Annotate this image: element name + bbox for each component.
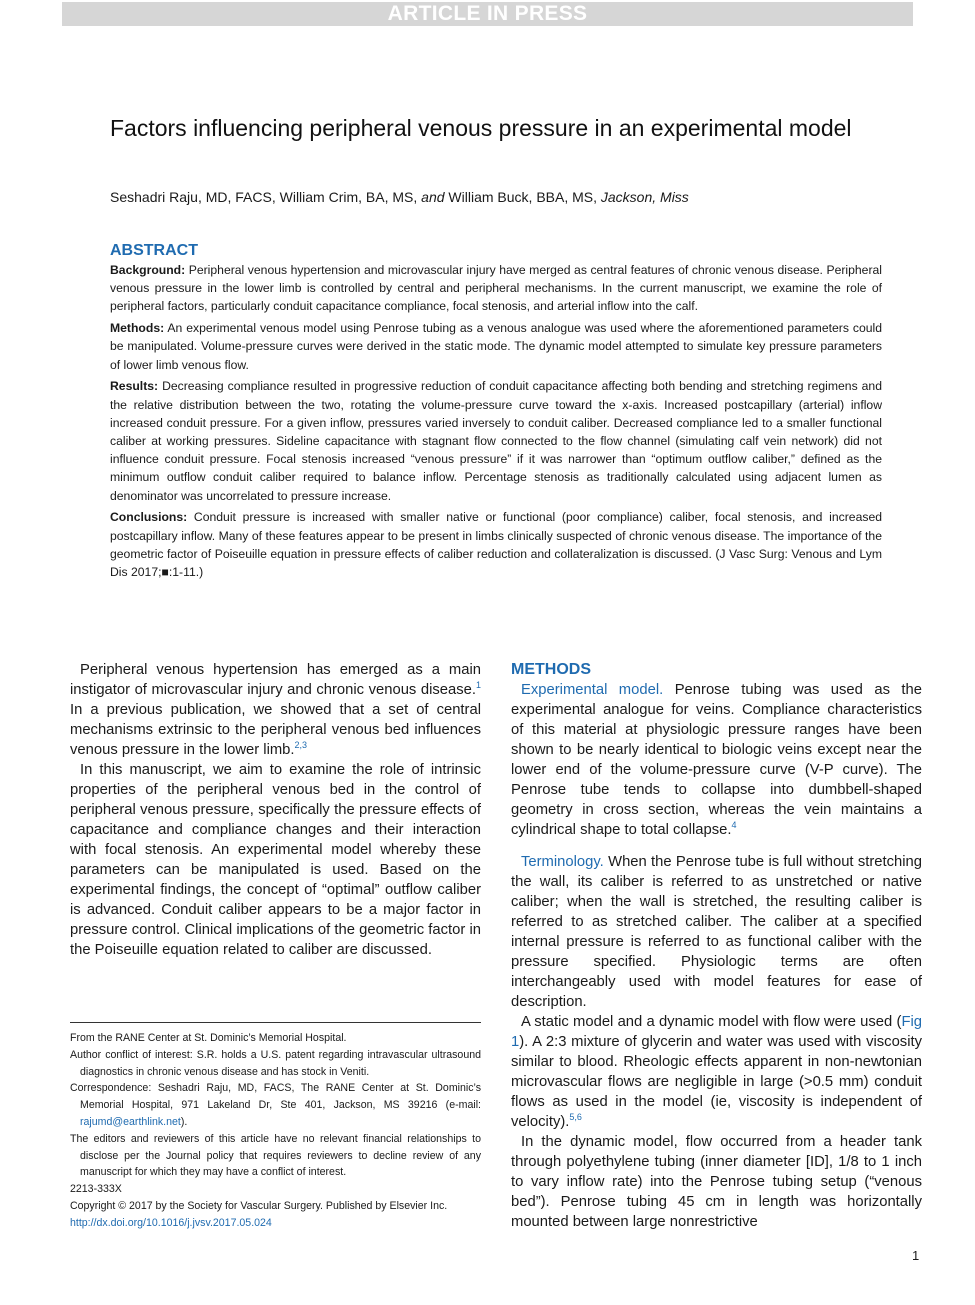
right-column [511,660,922,1232]
abstract-results [110,377,882,504]
issn: 2213-333X [70,1183,122,1196]
abstract-heading: ABSTRACT [110,242,198,259]
methods-text: An experimental venous model using Penrose tubing as a venous analogue was used where the aforementioned parameters could be manipulated. Volume-pressure curves were derived in the static mode. The dynamic model attempted to simulate key pressure parameters of lower limb venous flow. [110,321,882,372]
intro-p1-text-b: In a previous publication, we showed that a set of central mechanisms extrinsic to the peripheral venous bed influences venous pressure in the lower limb. [70,702,481,758]
citation-link[interactable]: 5,6 [569,1112,582,1123]
intro-paragraph-2: In this manuscript, we aim to examine the role of intrinsic properties of the peripheral venous bed in the control of peripheral venous pressure, specifically the pressure effects of capacitance and compliance changes and their interaction with focal stenosis. An experimental model whereby these parameters can be manipulated is used. Based on the experimental findings, the concept of “optimal” outflow caliber is advanced. Conduit caliber appears to be a major factor in pressure control. Clinical implications of the geometric factor in the Poiseuille equation related to caliber are discussed. [70,762,481,958]
citation-link[interactable]: 4 [731,820,737,831]
author-names-1: Seshadri Raju, MD, FACS, William Crim, BA, MS, [110,189,422,205]
correspondence-text: Correspondence: Seshadri Raju, MD, FACS, The RANE Center at St. Dominic’s Memorial Hospital, 971 Lakeland Dr, Ste 401, Jackson, MS 39216 (e-mail: [70,1082,481,1112]
citation-link[interactable]: 2,3 [294,740,308,751]
experimental-model-paragraph [511,680,922,840]
static-model-paragraph [511,1012,922,1132]
dynamic-text-b: to 1 inch to vary inflow rate) into the Penrose tubing setup (“venous bed”). Penrose tubing 45 cm in length was horizontally mounted between large nonrestrictive [511,1154,922,1230]
background-text: Peripheral venous hypertension and microvascular injury have merged as central features of chronic venous disease. Peripheral venous pressure in the lower limb is controlled by central and peripheral mechanisms. In the current manuscript, we examine the role of peripheral factors, particularly conduit capacitance compliance, focal stenosis, and arterial inflow into the calf. [110,263,882,314]
dynamic-model-paragraph [511,1132,922,1232]
footnote-conflict: Author conflict of interest: S.R. holds a U.S. patent regarding intravascular ultrasound diagnostics in chronic venous disease and has stock in Veniti. [70,1048,481,1078]
author-and: and [421,189,445,205]
methods-heading: METHODS [511,661,591,678]
static-text-a: A static model and a dynamic model with flow were used ( [521,1014,902,1030]
experimental-model-label: Experimental model. [521,682,664,698]
experimental-model-text: Penrose tubing was used as the experimental analogue for veins. Compliance characteristics of this material at physiologic pressure ranges have been shown to be nearly identical to biologic veins except near the lower end of the volume-pressure curve (V-P curve). The Penrose tube tends to collapse into dumbbell-shaped geometry in cross section, whereas the vein maintains a cylindrical shape to total collapse. [511,682,922,838]
terminology-label: Terminology. [521,854,604,870]
dynamic-text-a: In the dynamic model, flow occurred from a header tank through polyethylene tubing (inner diameter [ID], [511,1134,922,1170]
copyright: Copyright © 2017 by the Society for Vascular Surgery. Published by Elsevier Inc. [70,1199,448,1212]
correspondence-close: ). [180,1115,188,1128]
page-number: 1 [912,1248,920,1263]
article-in-press-banner: ARTICLE IN PRESS [62,2,913,26]
abstract-methods [110,319,882,374]
figure-link[interactable]: Fig 1 [511,1014,922,1050]
fraction-one-eighth: 1/8 [838,1154,859,1170]
article-title: Factors influencing peripheral venous pressure in an experimental model [110,115,852,141]
footnote-divider [70,1022,481,1023]
footnote-affiliation: From the RANE Center at St. Dominic’s Memorial Hospital. [70,1032,347,1044]
results-text: Decreasing compliance resulted in progressive reduction of conduit capacitance affecting both bending and stretching regimens and the relative distribution between the two, rotating the volume-pressure curve toward the x-axis. Increased postcapillary (arterial) inflow increased conduit pressure. For a given inflow, pressures varied inversely to conduit caliber. Decreased compliance led to a smaller functional caliber at working pressures. Sideline capacitance with stagnant flow connected to the flow channel (simulating calf vein network) did not influence conduit pressure. Focal stenosis increased “venous pressure” if it was narrower than “optimum outflow caliber,” defined as the minimum outflow conduit caliber required to balance inflow. Percentage stenosis as traditionally calculated using adjacent lumen as denominator was uncorrelated to pressure increase. [110,379,882,503]
footnote-correspondence [70,1080,481,1130]
author-location: Jackson, Miss [600,189,689,205]
conclusions-label: Conclusions: [110,510,188,525]
email-link[interactable]: rajumd@earthlink.net [80,1115,181,1128]
left-column [70,660,481,960]
author-line [110,187,900,207]
doi-link[interactable]: http://dx.doi.org/10.1016/j.jvsv.2017.05.024 [70,1216,272,1229]
citation-link[interactable]: 1 [475,680,481,691]
results-label: Results: [110,379,159,394]
background-label: Background: [110,263,186,277]
author-names-2: William Buck, BBA, MS, [444,189,601,205]
terminology-text: When the Penrose tube is full without stretching the wall, its caliber is referred to as unstretched or native caliber; when the wall is stretched, the resulting caliber is referred to as stretched caliber. The caliber at a specified internal pressure is referred to as functional caliber with the pressure specified. Physiologic terms are often interchangeably used with model features for ease of description. [511,854,922,1010]
terminology-paragraph [511,852,922,1012]
footnote-editors: The editors and reviewers of this article have no relevant financial relationships to disclose per the Journal policy that requires reviewers to decline review of any manuscript for which they may have a conflict of interest. [70,1132,481,1179]
footnotes [70,1030,481,1232]
intro-paragraph-1 [70,660,481,760]
conclusions-text: Conduit pressure is increased with smaller native or functional (poor compliance) caliber, focal stenosis, and increased postcapillary inflow. Many of these features appear to be present in limbs clinically suspected of chronic venous disease. The importance of the geometric factor of Poiseuille equation in pressure effects of caliber reduction and collateralization is discussed. (J Vasc Surg: Venous and Lym Dis 2017;■:1-11.) [110,510,882,580]
abstract-conclusions [110,508,882,581]
static-text-b: ). A 2:3 mixture of glycerin and water was used with viscosity similar to blood. Rheologic effects apparent in non-newtonian microvascular flows are negligible in large (>0.5 mm) conduit flows as used in the model (ie, viscosity is independent of velocity). [511,1034,922,1130]
methods-label: Methods: [110,321,165,336]
abstract-background [110,261,882,316]
intro-p1-text-a: Peripheral venous hypertension has emerged as a main instigator of microvascular injury and chronic venous disease. [70,662,481,698]
abstract-section [110,241,882,585]
paragraph-gap [511,840,922,852]
